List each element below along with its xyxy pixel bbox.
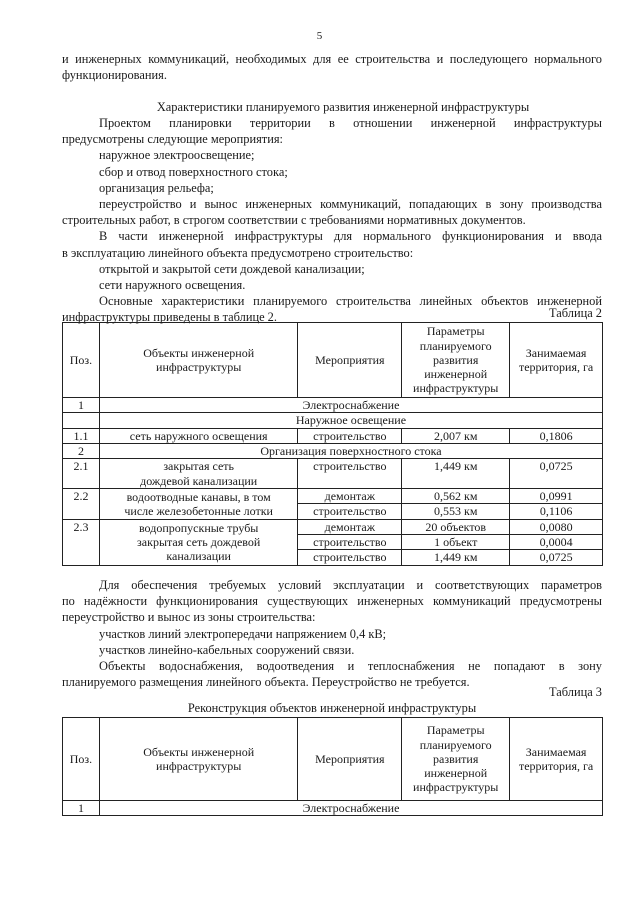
table-row: 2.2 водоотводные канавы, в том числе железобетонные лотки демонтаж 0,562 км 0,0991 — [63, 489, 603, 504]
measure-item: наружное электроосвещение; — [99, 148, 255, 163]
header-measures: Мероприятия — [298, 323, 402, 398]
header-objects: Объекты инженерной инфраструктуры — [99, 323, 298, 398]
table-header-row — [63, 718, 603, 801]
header-area: Занимаемая территория, га — [510, 718, 603, 801]
header-params: Параметры планируемого развития инженерной инфраструктуры — [402, 718, 510, 801]
header-measures: Мероприятия — [298, 718, 402, 801]
section-heading: Характеристики планируемого развития инженерной инфраструктуры — [156, 100, 530, 114]
table-row: 2.1 закрытая сеть дождевой канализации строительство 1,449 км 0,0725 — [63, 459, 603, 489]
table3-title: Реконструкция объектов инженерной инфраструктуры — [187, 701, 477, 715]
group-title: Организация поверхностного стока — [99, 443, 602, 458]
table-row — [63, 413, 603, 428]
table-row: строительство 0,553 км 0,1106 — [63, 504, 603, 519]
table-row: 1 Электроснабжение — [63, 398, 603, 413]
list-item: участков линейно-кабельных сооружений связи. — [99, 642, 355, 657]
table2-caption: Таблица 2 — [549, 306, 602, 320]
group-title: Электроснабжение — [99, 801, 602, 816]
measure-item: организация рельефа; — [99, 180, 214, 195]
table-row: 2 Организация поверхностного стока — [63, 443, 603, 458]
table-row: 1 Электроснабжение — [63, 801, 603, 816]
list-item: участков линий электропередачи напряжением 0,4 кВ; — [99, 626, 387, 641]
section2-body: Для обеспечения требуемых условий эксплуатации и соответствующих параметров по надёжности функционирования существующих инженерных коммуникаций предусмотрены переустройство и вынос из зоны строительства: участков линий электропередачи напряжением 0,4 кВ; участков линейно-кабельных сооружений связи. Объекты водоснабжения, водоотведения и теплоснабжения не попадают в зону планируемого размещения линейного объекта. Переустройство не требуется. — [62, 578, 602, 690]
table2 — [62, 322, 603, 566]
header-area: Занимаемая территория, га — [510, 323, 603, 398]
table3 — [62, 717, 603, 816]
table-row: 1.1 сеть наружного освещения строительство 2,007 км 0,1806 — [63, 428, 603, 443]
header-objects: Объекты инженерной инфраструктуры — [99, 718, 298, 801]
table-row: строительство 1 объект 0,0004 — [63, 535, 603, 550]
measure-item: сбор и отвод поверхностного стока; — [99, 164, 288, 179]
subgroup-title: Наружное освещение — [99, 413, 602, 428]
header-pos: Поз. — [63, 323, 100, 398]
table-row: строительство 1,449 км 0,0725 — [63, 550, 603, 565]
group-title: Электроснабжение — [99, 398, 602, 413]
page-number: 5 — [316, 30, 323, 42]
construction-item: открытой и закрытой сети дождевой канализации; — [99, 261, 365, 276]
table-row: 2.3 водопропускные трубы закрытая сеть дождевой канализации демонтаж 20 объектов 0,0080 — [63, 519, 603, 534]
table-header-row — [63, 323, 603, 398]
intro-paragraph: и инженерных коммуникаций, необходимых для ее строительства и последующего нормального функционирования. — [62, 52, 602, 83]
table3-caption: Таблица 3 — [549, 685, 602, 699]
section1-body: Проектом планировки территории в отношении инженерной инфраструктуры предусмотрены следующие мероприятия: наружное электроосвещение; сбор и отвод поверхностного стока; организация рельефа; переустройство и вынос инженерных коммуникаций, попадающих в зону производства строительных работ, в строгом соответствии с требованиями нормативных документов. В части инженерной инфраструктуры для нормального функционирования и ввода в эксплуатацию линейного объекта предусмотрено строительство: открытой и закрытой сети дождевой канализации; сети наружного освещения. Основные характеристики планируемого строительства линейных объектов инженерной инфраструктуры приведены в таблице 2. — [62, 116, 602, 325]
construction-item: сети наружного освещения. — [99, 278, 246, 293]
header-params: Параметры планируемого развития инженерной инфраструктуры — [402, 323, 510, 398]
header-pos: Поз. — [63, 718, 100, 801]
